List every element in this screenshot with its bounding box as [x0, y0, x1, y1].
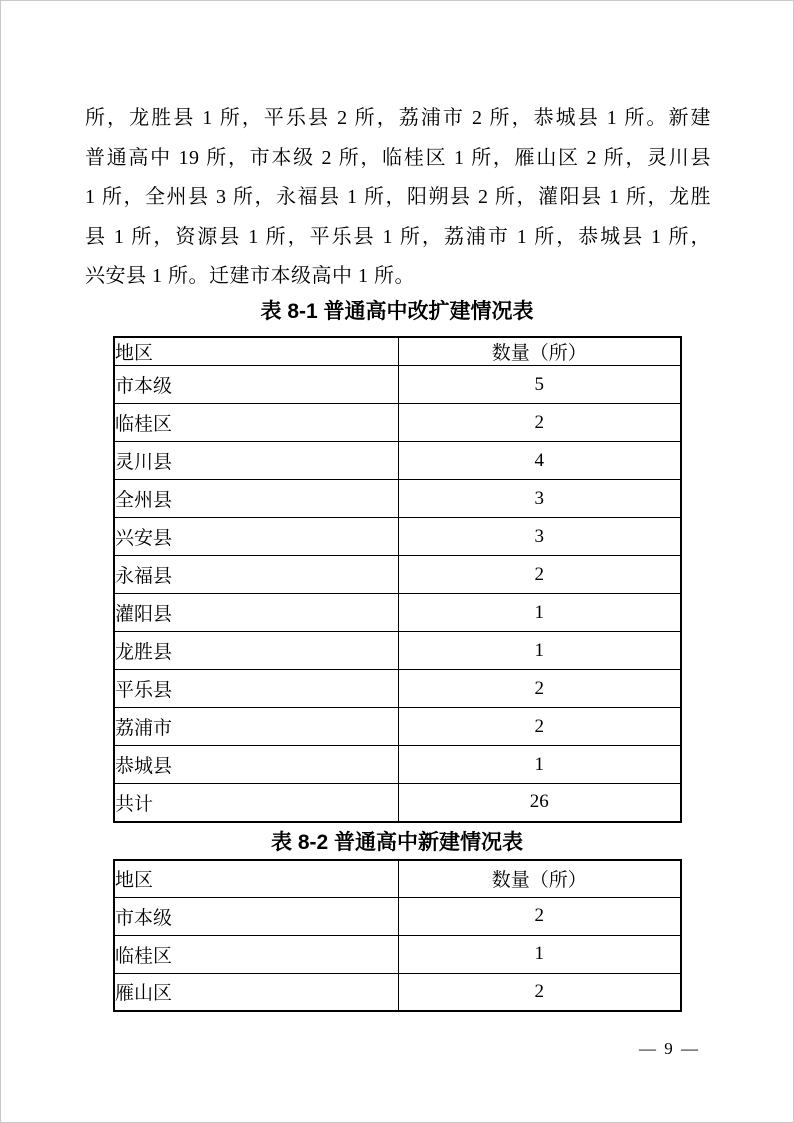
- region-cell: 雁山区: [114, 973, 398, 1011]
- count-cell: 2: [398, 973, 681, 1011]
- region-cell: 永福县: [114, 556, 398, 594]
- column-header-region: 地区: [114, 337, 398, 366]
- count-cell: 1: [398, 746, 681, 784]
- count-cell: 2: [398, 556, 681, 594]
- table-row: [114, 404, 681, 442]
- count-cell: 1: [398, 594, 681, 632]
- count-cell: 1: [398, 632, 681, 670]
- table-row: [114, 746, 681, 784]
- table-row: [114, 708, 681, 746]
- region-cell: 全州县: [114, 480, 398, 518]
- region-cell: 共计: [114, 784, 398, 822]
- count-cell: 2: [398, 708, 681, 746]
- column-header-region: 地区: [114, 860, 398, 897]
- table-header-row: [114, 860, 681, 897]
- region-cell: 龙胜县: [114, 632, 398, 670]
- table-row: [114, 632, 681, 670]
- region-cell: 恭城县: [114, 746, 398, 784]
- table-row: [114, 973, 681, 1011]
- count-cell: 1: [398, 935, 681, 973]
- region-cell: 荔浦市: [114, 708, 398, 746]
- region-cell: 灌阳县: [114, 594, 398, 632]
- paragraph-line: 所，龙胜县 1 所，平乐县 2 所，荔浦市 2 所，恭城县 1 所。新建: [85, 107, 711, 129]
- table-row: [114, 670, 681, 708]
- region-cell: 兴安县: [114, 518, 398, 556]
- count-cell: 3: [398, 480, 681, 518]
- table-row: [114, 935, 681, 973]
- table-row: [114, 480, 681, 518]
- count-cell: 26: [398, 784, 681, 822]
- paragraph-line: 兴安县 1 所。迁建市本级高中 1 所。: [85, 265, 415, 288]
- table-8-2-title: 表 8-2 普通高中新建情况表: [270, 831, 524, 854]
- count-cell: 2: [398, 670, 681, 708]
- region-cell: 市本级: [114, 366, 398, 404]
- count-cell: 2: [398, 404, 681, 442]
- table-row: [114, 442, 681, 480]
- table-8-2: [113, 859, 682, 1012]
- count-cell: 2: [398, 897, 681, 935]
- region-cell: 灵川县: [114, 442, 398, 480]
- paragraph-line: 县 1 所，资源县 1 所，平乐县 1 所，荔浦市 1 所，恭城县 1 所，: [85, 225, 711, 248]
- count-cell: 4: [398, 442, 681, 480]
- page-number: — 9 —: [639, 1039, 700, 1058]
- table-row: [114, 366, 681, 404]
- column-header-count: 数量（所）: [398, 337, 681, 366]
- column-header-count: 数量（所）: [398, 860, 681, 897]
- table-8-1-title: 表 8-1 普通高中改扩建情况表: [260, 300, 534, 323]
- table-row: [114, 556, 681, 594]
- table-row: [114, 594, 681, 632]
- paragraph-line: 普通高中 19 所，市本级 2 所，临桂区 1 所，雁山区 2 所，灵川县: [85, 146, 711, 169]
- body-paragraph: [85, 99, 711, 297]
- paragraph-line: 1 所，全州县 3 所，永福县 1 所，阳朔县 2 所，灌阳县 1 所，龙胜: [85, 186, 711, 209]
- count-cell: 3: [398, 518, 681, 556]
- table-8-1: [113, 336, 682, 823]
- table-header-row: [114, 337, 681, 366]
- region-cell: 临桂区: [114, 404, 398, 442]
- table-row: [114, 518, 681, 556]
- table-row: [114, 897, 681, 935]
- region-cell: 市本级: [114, 897, 398, 935]
- table-total-row: [114, 784, 681, 822]
- region-cell: 平乐县: [114, 670, 398, 708]
- region-cell: 临桂区: [114, 935, 398, 973]
- count-cell: 5: [398, 366, 681, 404]
